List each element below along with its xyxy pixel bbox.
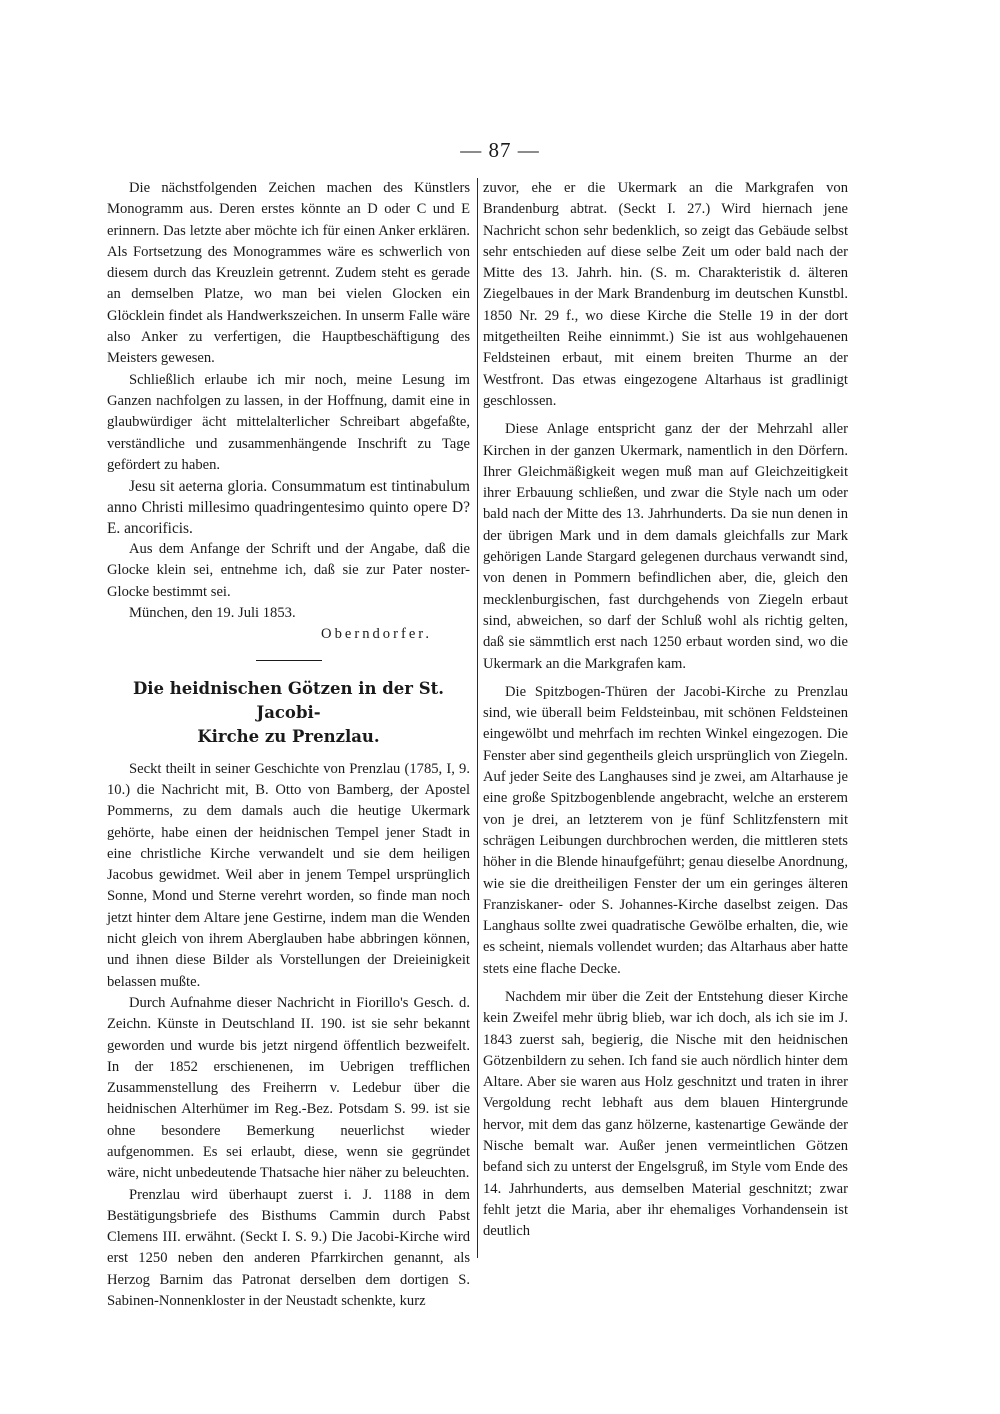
left-column [107, 178, 470, 1312]
paragraph: Nachdem mir über die Zeit der Entstehung dieser Kirche kein Zweifel mehr übrig blieb, war ich doch, als ich sie im J. 1843 zuerst sah, begierig, die Nische mit den heidnischen Götzenbildern zu sehen. Ich fand sie auch nördlich hinter dem Altare. Aber sie waren aus Holz geschnitzt und traten in ihrer Vergoldung recht lebhaft aus dem blauen Hintergrunde hervor, mit dem das ganz hölzerne, kastenartige Gewände der Nische bemalt war. Außer jenen vermeintlichen Götzen befand sich zu unterst der Engelsgruß, im Style vom Ende des 14. Jahrhunderts, aus demselben Material geschnitzt; zwar fehlt jetzt die Maria, aber ihr ehemaliges Vorhandensein ist deutlich [483, 988, 848, 1240]
section-divider [256, 660, 322, 661]
right-column [483, 178, 848, 1243]
column-divider [477, 178, 478, 1258]
page-number: — 87 — [460, 138, 540, 162]
paragraph: zuvor, ehe er die Ukermark an die Markgrafen von Brandenburg abtrat. (Seckt I. 27.) Wird hiernach jene Nachricht schon sehr bedenklich, so zeigt das Gebäude selbst sehr entschieden auf diese selbe Zeit um oder bald nach der Mitte des 13. Jahrh. hin. (S. m. Charakteristik d. älteren Ziegelbaues in der Mark Brandenburg im deutschen Kunstbl. 1850 Nr. 29 f., wo diese Kirche die Stelle 19 in der dort mitgetheilten Reihe einnimmt.) Sie ist aus wohlgehauenen Feldsteinen erbaut, mit einem breiten Thurme an der Westfront. Das etwas eingezogene Altarhaus ist gradlinigt geschlossen. [483, 180, 848, 409]
paragraph: Durch Aufnahme dieser Nachricht in Fiorillo's Gesch. d. Zeichn. Künste in Deutschland II. 190. ist sie sehr bekannt geworden und wurde bis jetzt nirgend öffentlich bezweifelt. In der 1852 erschienenen, im Uebrigen trefflichen Zusammenstellung des Freiherrn v. Ledebur über die heidnischen Alterhümer im Reg.-Bez. Potsdam S. 99. ist sie ohne besondere Bemerkung neuerlichst wieder aufgenommen. Es sei erlaubt, diese, wenn sie gegründet wäre, nicht unbedeutende Thatsache hier näher zu beleuchten. [107, 994, 470, 1182]
paragraph: Schließlich erlaube ich mir noch, meine Lesung im Ganzen nachfolgen zu lassen, in der Hoffnung, damit eine in glaubwürdiger ächt mittelalterlicher Schreibart abgefaßte, verständliche und zusammenhängende Inschrift zu Tage gefördert zu haben. [107, 371, 470, 473]
paragraph: Diese Anlage entspricht ganz der der Mehrzahl aller Kirchen in der ganzen Ukermark, namentlich in den Dörfern. Ihrer Gleichmäßigkeit wegen muß man auf Gleichzeitigkeit ihrer Erbauung schließen, und zwar die Style nach um oder bald nach der Mitte des 13. Jahrhunderts. Da sie nun denen in der übrigen Mark und in dem damals gleichfalls zur Mark gehörigen Lande Stargard gelegenen durchaus verwandt sind, von denen in Pommern befindlichen aber, die, gleich den mecklenburgischen, fast durchgehends von Ziegeln erbaut sind, abweichen, so darf der Schluß wohl als richtig gelten, daß sie sämmtlich erst nach 1250 erbaut worden sind, wo die Ukermark an die Markgrafen kam. [483, 421, 848, 672]
heading-line: Die heidnischen Götzen in der St. Jacobi- [132, 678, 445, 722]
latin-inscription: Jesu sit aeterna gloria. Consummatum est tintinabulum anno Christi millesimo quadringentesimo quinto opere D? E. ancorificis. [107, 478, 470, 538]
paragraph: Prenzlau wird überhaupt zuerst i. J. 1188 in dem Bestätigungsbriefe des Bisthums Cammin durch Pabst Clemens III. erwähnt. (Seckt I. S. 9.) Die Jacobi-Kirche wird erst 1250 neben den anderen Pfarrkirchen genannt, als Herzog Barnim das Patronat derselben dem dortigen S. Sabinen-Nonnenkloster in der Neustadt schenkte, kurz [107, 1186, 470, 1310]
heading-line: Kirche zu Prenzlau. [197, 726, 380, 746]
author-signature: Oberndorfer. [321, 626, 432, 643]
paragraph: Aus dem Anfange der Schrift und der Angabe, daß die Glocke klein sei, entnehme ich, daß sie zur Pater noster-Glocke bestimmt sei. [107, 541, 470, 600]
paragraph: Seckt theilt in seiner Geschichte von Prenzlau (1785, I, 9. 10.) die Nachricht mit, B. Otto von Bamberg, der Apostel Pommerns, zu dem damals auch die heutige Ukermark gehörte, habe einen der heidnischen Tempel jener Stadt in eine christliche Kirche verwandelt und sie dem heiligen Jacobus gewidmet. Weil aber in jenem Tempel ursprünglich Sonne, Mond und Sterne verehrt worden, so finde man noch jetzt hinter dem Altare jene Gestirne, indem man die Wenden nicht gleich von ihrem Aberglauben habe abbringen können, und ihnen diese Bilder als Vorstellungen der Dreieinigkeit belassen mußte. [107, 760, 470, 990]
paragraph: Die nächstfolgenden Zeichen machen des Künstlers Monogramm aus. Deren erstes könnte an D oder C und E erinnern. Das letzte aber möchte ich für einen Anker erklären. Als Fortsetzung des Monogrammes wäre es schwerlich von diesem durch das Kreuzlein getrennt. Zudem steht es gerade an demselben Platze, wo man bei vielen Glocken ein Glöcklein findet als Handwerkszeichen. In unserm Falle wäre also Anker zu verfertigen, die Hauptbeschäftigung des Meisters gewesen. [107, 180, 470, 367]
paragraph: Die Spitzbogen-Thüren der Jacobi-Kirche zu Prenzlau sind, wie überall beim Feldsteinbau, mit schönen Feldsteinen eingewölbt und mehrfach im rechten Winkel eingezogen. Die Fenster aber sind gegentheils gleich ursprünglich von Ziegeln. Auf jeder Seite des Langhauses sind je zwei, am Altarhause je eine große Spitzbogenblende angebracht, welche an ersterem von je drei, an letzterem von je fünf Schlitzfenstern mit schrägen Leibungen durchbrochen werden, die mittleren stets höher in die Blende hinaufgeführt; genau dieselbe Anordnung, wie sie die dreitheiligen Fenster der um ein geringes älteren Franziskaner- oder S. Johannes-Kirche daselbst zeigen. Das Langhaus sollte zwei quadratische Gewölbe erhalten, die, wie es scheint, niemals vollendet wurden; das Altarhaus aber hatte stets eine flache Decke. [483, 683, 848, 977]
dateline: München, den 19. Juli 1853. [129, 605, 296, 622]
article-heading [107, 677, 470, 749]
